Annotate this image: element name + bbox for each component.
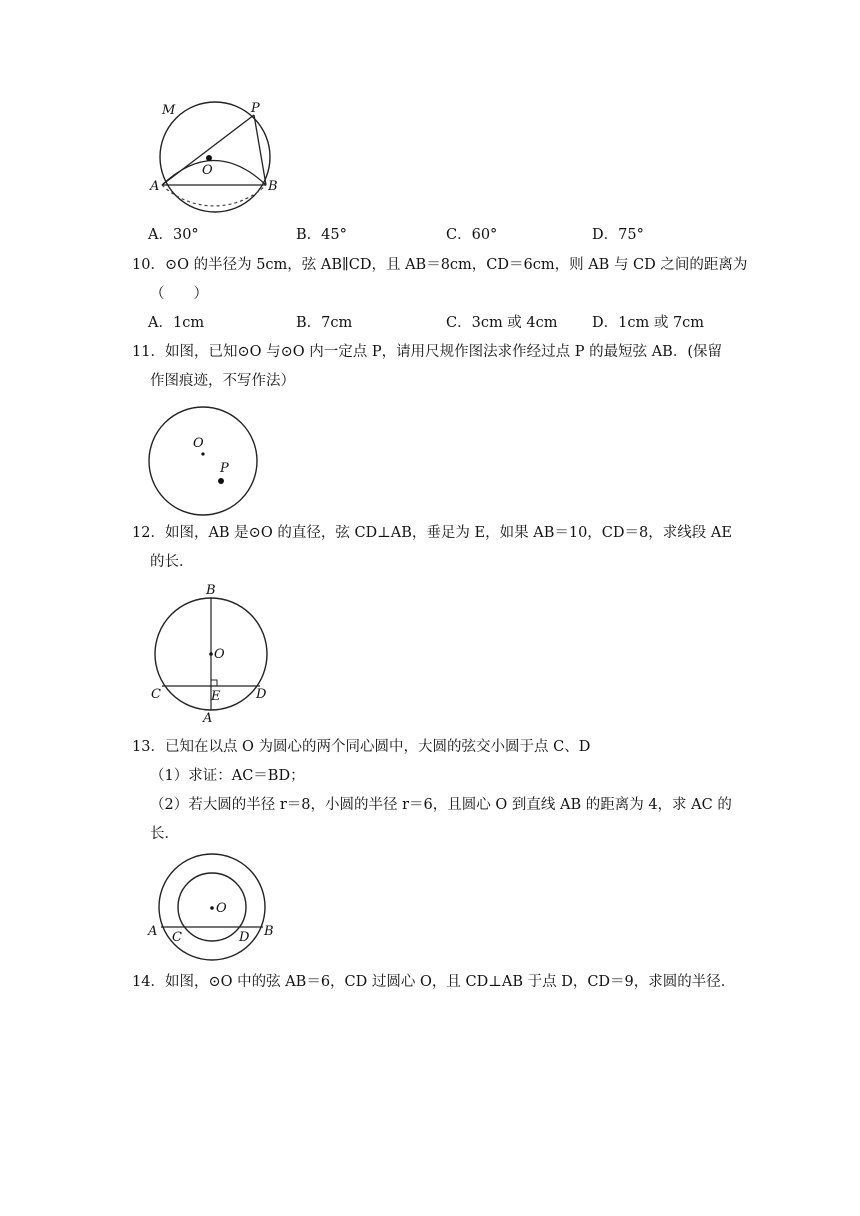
q10-option-a: A．1cm	[148, 315, 205, 331]
q9-option-a: A．30°	[148, 227, 199, 243]
q11-label-p: P	[220, 461, 229, 476]
q12-label-b: B	[206, 583, 216, 598]
q11-label-o: O	[193, 436, 204, 451]
q13-text-line1: 13．已知在以点 O 为圆心的两个同心圆中，大圆的弦交小圆于点 C、D	[132, 739, 591, 755]
q10-text-line1: 10．⊙O 的半径为 5cm，弦 AB∥CD，且 AB＝8cm，CD＝6cm，则 AB 与 CD 之间的距离为	[132, 257, 748, 273]
q9-label-p: P	[251, 101, 260, 116]
q9-circle-figure	[148, 98, 288, 218]
q12-label-d: D	[256, 687, 267, 702]
q12-text-line2: 的长．	[150, 554, 194, 570]
q14-text-line1: 14．如图，⊙O 中的弦 AB＝6，CD 过圆心 O，且 CD⊥AB 于点 D，CD＝9，求圆的半径．	[132, 974, 736, 990]
q10-text-line2: （ ）	[150, 286, 208, 302]
q11-text-line1: 11．如图，已知⊙O 与⊙O 内一定点 P，请用尺规作图法求作经过点 P 的最短弦 AB．(保留	[132, 344, 722, 360]
q13-label-o: O	[216, 901, 227, 916]
q13-label-a: A	[148, 924, 158, 939]
q9-option-d: D．75°	[592, 227, 644, 243]
q9-label-b: B	[268, 179, 278, 194]
q9-label-m: M	[162, 103, 176, 118]
q13-label-c: C	[172, 930, 182, 945]
q11-circle-figure	[147, 409, 267, 519]
q12-text-line1: 12．如图，AB 是⊙O 的直径，弦 CD⊥AB，垂足为 E，如果 AB＝10，CD＝8，求线段 AE	[132, 525, 732, 541]
q13-label-d: D	[239, 930, 250, 945]
q9-option-b: B．45°	[296, 227, 347, 243]
q13-part1: （1）求证：AC＝BD；	[150, 768, 305, 784]
q11-text-line2: 作图痕迹，不写作法）	[150, 373, 295, 389]
q10-option-c: C．3cm 或 4cm	[446, 315, 558, 331]
q10-option-b: B．7cm	[296, 315, 353, 331]
q12-label-o: O	[214, 647, 225, 662]
q13-concentric-circles-figure	[148, 853, 288, 968]
q13-part2b: 长．	[150, 826, 179, 842]
q12-label-a: A	[203, 711, 213, 726]
q13-label-b: B	[264, 924, 274, 939]
q12-label-c: C	[151, 687, 161, 702]
q13-part2: （2）若大圆的半径 r＝8，小圆的半径 r＝6，且圆心 O 到直线 AB 的距离为 4，求 AC 的	[150, 797, 732, 813]
q12-label-e: E	[211, 689, 221, 704]
q9-label-a: A	[150, 179, 160, 194]
q10-option-d: D．1cm 或 7cm	[592, 315, 705, 331]
q9-label-o: O	[202, 163, 213, 178]
q12-circle-figure	[148, 582, 278, 726]
q9-option-c: C．60°	[446, 227, 498, 243]
